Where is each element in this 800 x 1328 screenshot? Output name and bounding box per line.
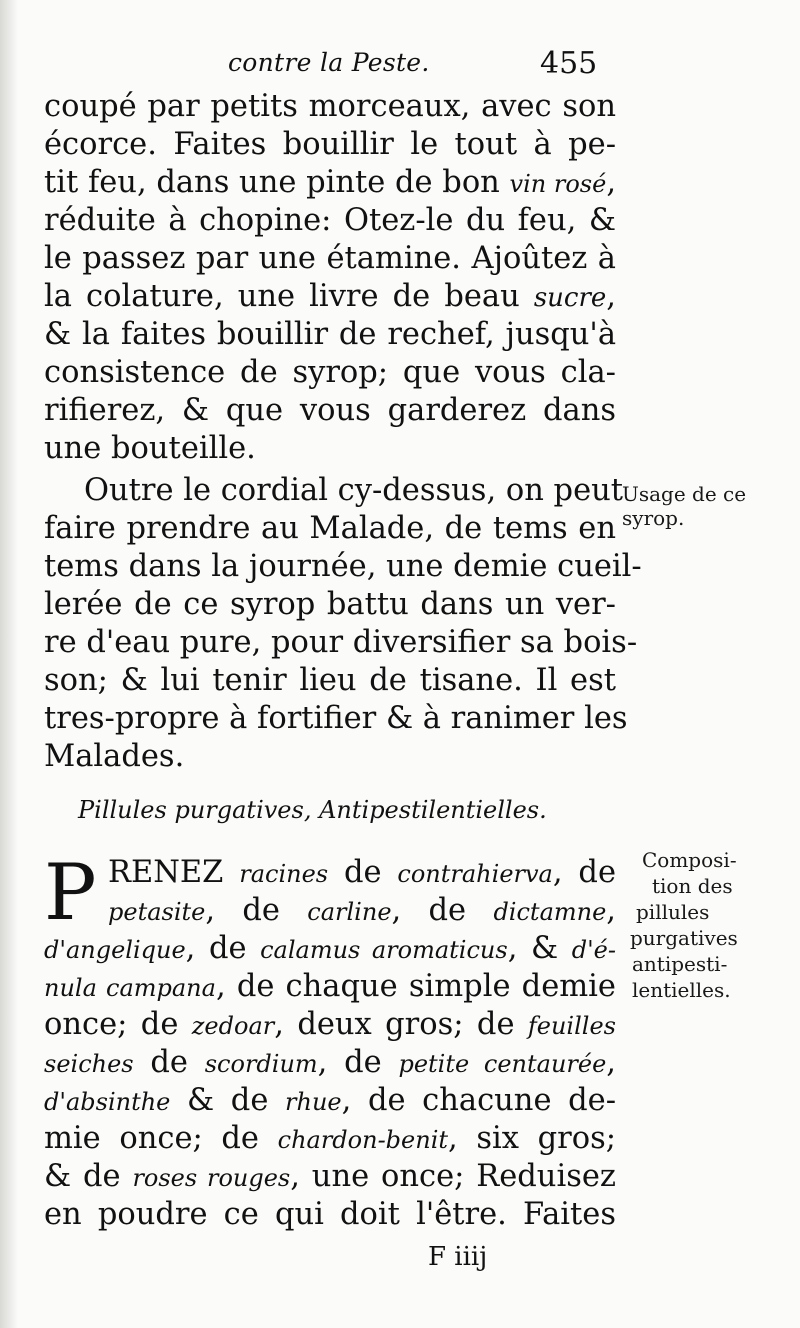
- margin-note-line: pillules: [636, 900, 710, 924]
- text-line: seiches de scordium, de petite centaurée,: [44, 1045, 616, 1080]
- text-line: & la faites bouillir de rechef, jusqu'à: [44, 317, 616, 352]
- text-line: rifierez, & que vous garderez dans: [44, 393, 616, 428]
- text-line: réduite à chopine: Otez-le du feu, &: [44, 203, 616, 238]
- text-line: une bouteille.: [44, 431, 256, 466]
- text-line: petasite, de carline, de dictamne,: [108, 893, 616, 928]
- margin-note-line: purgatives: [630, 926, 738, 950]
- text-line: tit feu, dans une pinte de bon vin rosé,: [44, 165, 617, 200]
- drop-cap: P: [44, 848, 97, 938]
- text-line: la colature, une livre de beau sucre,: [44, 279, 616, 314]
- text-line: nula campana, de chaque simple demie: [44, 969, 616, 1004]
- text-line: & de roses rouges, une once; Reduisez: [44, 1159, 616, 1194]
- margin-note-line: Composi-: [642, 848, 737, 872]
- text-line: Outre le cordial cy-dessus, on peut: [84, 473, 624, 508]
- page-gutter-shadow: [0, 0, 18, 1328]
- text-line: en poudre ce qui doit l'être. Faites: [44, 1197, 616, 1232]
- text-line: d'angelique, de calamus aromaticus, & d'é-: [44, 931, 616, 966]
- text-line: coupé par petits morceaux, avec son: [44, 89, 616, 124]
- margin-note-line: lentielles.: [632, 978, 731, 1002]
- text-line: écorce. Faites bouillir le tout à pe-: [44, 127, 616, 162]
- text-line: le passez par une étamine. Ajoûtez à: [44, 241, 616, 276]
- text-line: consistence de syrop; que vous cla-: [44, 355, 616, 390]
- section-heading: Pillules purgatives, Antipestilentielles.: [78, 796, 547, 824]
- text-line: tems dans la journée, une demie cueil-: [44, 549, 642, 584]
- text-line: RENEZ racines de contrahierva, de: [108, 855, 616, 890]
- text-line: lerée de ce syrop battu dans un ver-: [44, 587, 616, 622]
- text-line: mie once; de chardon-benit, six gros;: [44, 1121, 616, 1156]
- running-head: contre la Peste.: [228, 48, 430, 77]
- text-line: son; & lui tenir lieu de tisane. Il est: [44, 663, 616, 698]
- text-line: faire prendre au Malade, de tems en: [44, 511, 616, 546]
- text-line: tres-propre à fortifier & à ranimer les: [44, 701, 628, 736]
- margin-note-line: tion des: [652, 874, 733, 898]
- page-number: 455: [540, 46, 598, 81]
- text-line: re d'eau pure, pour diversifier sa bois-: [44, 625, 638, 660]
- signature-mark: F iiij: [428, 1242, 488, 1272]
- margin-note-line: Usage de ce: [622, 482, 747, 506]
- text-line: d'absinthe & de rhue, de chacune de-: [44, 1083, 617, 1118]
- text-line: Malades.: [44, 739, 185, 774]
- text-line: once; de zedoar, deux gros; de feuilles: [44, 1007, 616, 1042]
- margin-note-line: antipesti-: [632, 952, 728, 976]
- margin-note-line: syrop.: [622, 506, 685, 530]
